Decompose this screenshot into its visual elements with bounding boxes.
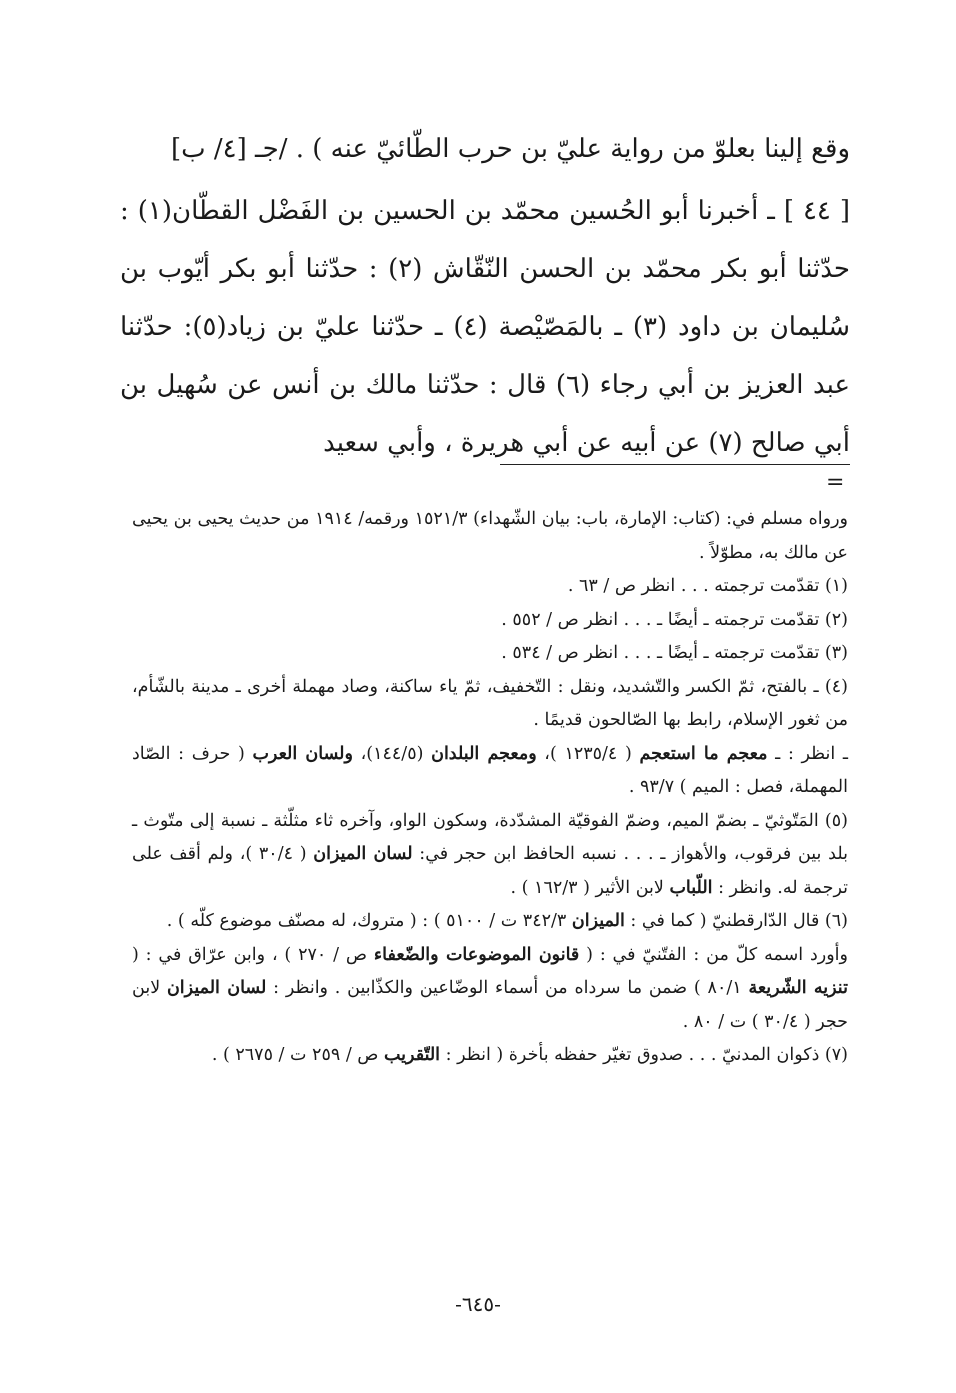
text-segment: ٨٠/١ ) ضمن ما سرداه من أسماء الوضّاعين والكذّابين . وانظر : (266, 978, 749, 998)
footnote-2: (٢) تقدّمت ترجمته ـ أيضًا ـ . . . انظر ص / ٥٥٢ . (501, 609, 848, 630)
book-title: لسان الميزان (166, 978, 267, 998)
text-segment: (١٤٤/٥)، (352, 743, 432, 764)
book-title: الميزان (571, 911, 625, 931)
book-title: معجم ما استعجم (639, 743, 768, 764)
footnote-separator (500, 464, 850, 465)
footnotes (132, 503, 848, 1073)
text-segment: لابن الأثير ( ١٦٢/٣ ) . (510, 877, 670, 898)
book-title: لسان الميزان (313, 844, 413, 864)
text-segment: (٦) قال الدّارقطنيّ ( كما في : (624, 911, 848, 931)
footnote-5 (132, 805, 848, 906)
text-segment: وأورد اسمه كلّ من : الفتّنيّ في : ( (579, 944, 848, 965)
main-text-line: وقع إلينا بعلوّ من رواية عليّ بن حرب الطّائيّ عنه ) . /جـ [٤/ ب] (170, 134, 850, 164)
text-segment: (٧) ذكوان المدنيّ . . . صدوق تغيّر حفظه بأخرة ( انظر : (440, 1045, 848, 1065)
page-number: -٦٤٥- (455, 1292, 501, 1316)
footnote-6-continuation (132, 939, 848, 1040)
text-segment: ـ انظر : ـ (767, 743, 849, 764)
text-segment: ص / ٢٥٩ ت / ٢٦٧٥ ) . (211, 1045, 384, 1065)
text-segment: ( ١٢٣٥/٤ )، (536, 743, 640, 764)
book-title: التّقريب (384, 1045, 441, 1065)
book-title: ومعجم البلدان (431, 743, 537, 764)
book-title: تنزيه الشّريعة (748, 978, 848, 998)
text-segment: (٥) المَتّوثيّ ـ بضمّ الميم، وضمّ الفوقيّة المشدّدة، وسكون الواو، وآخره ثاء مثلّثة ـ نسبة إلى متّوث ـ بلد بين فرقوب، والأهواز ـ . . . نسبه الحافظ ابن حجر في: (132, 810, 848, 864)
footnote-6 (132, 905, 848, 939)
hadith-paragraph: [ ٤٤ ] ـ أخبرنا أبو الحُسين محمّد بن الحسين بن الفَضْل القطّان(١) : حدّثنا أبو بكر محمّد بن الحسن النّقّاش (٢) : حدّثنا أبو بكر أيّوب بن سُليمان بن داود (٣) ـ بالمَصّيْصة (٤) ـ حدّثنا عليّ بن زياد(٥): حدّثنا عبد العزيز بن أبي رجاء (٦) قال : حدّثنا مالك بن أنس عن سُهيل بن أبي صالح (٧) عن أبيه عن أبي هريرة ، وأبي سعيد (120, 196, 851, 458)
main-text (120, 120, 850, 472)
text-segment: ( حرف : الصّاد المهملة، فصل : الميم ) ٩٣/٧ . (132, 743, 848, 797)
text-segment: ( ٣٠/٤ )، ولم أقف على ترجمة له. وانظر : (132, 844, 848, 898)
text-segment: ٣٤٢/٣ ت / ٥١٠٠ ) : ( متروك، له مصنّف موضوع كلّه ) . (166, 911, 572, 931)
continuation-mark: = (826, 470, 845, 495)
footnote-3: (٣) تقدّمت ترجمته ـ أيضًا ـ . . . انظر ص / ٥٣٤ . (501, 643, 848, 663)
book-title: ولسان العرب (252, 743, 353, 764)
footnote-4: (٤) ـ بالفتح، ثمّ الكسر والتّشديد، ونقل : التّخفيف، ثمّ ياء ساكنة، وصاد مهملة أخرى ـ مدينة بالشّأم، من ثغور الإسلام، رابط بها الصّالحون قديمًا . (132, 676, 848, 730)
book-title: اللّباب (669, 877, 713, 898)
footnote-continuation: ورواه مسلم في: (كتاب: الإمارة، باب: بيان الشّهداء) ١٥٢١/٣ ورقمه/ ١٩١٤ من حديث يحيى بن يحيى عن مالك به، مطوّلاً . (132, 509, 848, 563)
text-segment: لابن حجر ( ٣٠/٤ ) ت / ٨٠ . (132, 978, 848, 1032)
footnote-1: (١) تقدّمت ترجمته . . . انظر ص / ٦٣ . (567, 576, 848, 596)
book-title: قانون الموضوعات والضّعفاء (373, 944, 580, 965)
footnote-4-references (132, 738, 848, 805)
text-segment: ص / ٢٧٠ ) ، وابن عرّاق في : ( (132, 944, 374, 965)
footnote-7 (132, 1039, 848, 1073)
